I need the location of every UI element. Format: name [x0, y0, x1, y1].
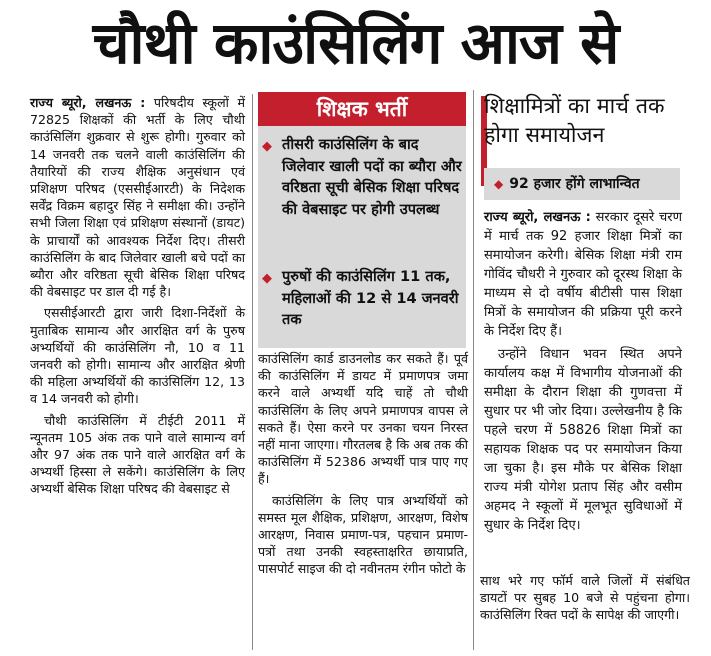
side-story-paragraph-1 [484, 208, 682, 341]
dateline: राज्य ब्यूरो, लखनऊ : [30, 95, 146, 110]
column-4 [480, 572, 690, 624]
diamond-bullet-icon: ◆ [494, 177, 504, 191]
highlight-bullet-2 [262, 266, 462, 331]
column-divider [473, 90, 474, 650]
column-1-paragraph-1 [30, 94, 245, 300]
column-divider [252, 94, 253, 650]
headline: चौथी काउंसिलिंग आज से [92, 9, 619, 77]
column-1-paragraph-3: चौथी काउंसिलिंग में टीईटी 2011 में न्यूनतम 105 अंक तक पाने वाले सामान्य वर्ग और 97 अंक तक पाने वाले आरक्षित वर्ग के अभ्यर्थी हिस्सा ले सकेंगे। काउंसिलिंग के लिए अभ्यर्थी बेसिक शिक्षा परिषद की वेबसाइट से [30, 412, 245, 497]
column-2 [258, 350, 468, 578]
side-story-highlight [484, 168, 680, 200]
side-story-text-1: सरकार दूसरे चरण में मार्च तक 92 हजार शिक्षा मित्रों का समायोजन करेगी। बेसिक शिक्षा मंत्री राम गोविंद चौधरी ने गुरुवार को दूरस्थ शिक्षा के माध्यम से दो वर्षीय बीटीसी पास शिक्षा मित्रों के समायोजन की प्रक्रिया पूरी करने के निर्देश दिए हैं। [484, 210, 682, 339]
highlight-bullet-2-text: पुरुषों की काउंसिलिंग 11 तक, महिलाओं की 12 से 14 जनवरी तक [282, 268, 459, 328]
column-1-paragraph-2: एससीईआरटी द्वारा जारी दिशा-निर्देशों के मुताबिक सामान्य और आरक्षित वर्ग के पुरुष अभ्यर्थियों की काउंसिलिंग नौ, 10 व 11 जनवरी को होगी। सामान्य और आरक्षित श्रेणी की महिला अभ्यर्थियों की काउंसिलिंग 12, 13 व 14 जनवरी को होगी। [30, 305, 245, 407]
side-story-highlight-text: 92 हजार होंगे लाभान्वित [509, 176, 640, 192]
highlight-bullet-1-text: तीसरी काउंसिलिंग के बाद जिलेवार खाली पदों का ब्यौरा और वरिष्ठता सूची बेसिक शिक्षा परिषद की वेबसाइट पर होगी उपलब्ध [282, 136, 462, 218]
side-story-body [484, 208, 682, 535]
column-1-text-1: परिषदीय स्कूलों में 72825 शिक्षकों की भर्ती के लिए चौथी काउंसिलिंग शुक्रवार से शुरू होगी। गुरुवार को 14 जनवरी तक चलने वाली काउंसिलिंग की तैयारियों की राज्य शैक्षिक अनुसंधान एवं प्रशिक्षण परिषद (एससीईआरटी) के निदेशक सर्वेंद्र विक्रम बहादुर सिंह ने समीक्षा की। उन्होंने सभी जिला शिक्षा एवं प्रशिक्षण संस्थानों (डायट) के प्राचार्यों को आवश्यक निर्देश दिए। तीसरी काउंसिलिंग के बाद जिलेवार खाली बचे पदों का ब्यौरा और वरिष्ठता सूची बेसिक शिक्षा परिषद की वेबसाइट पर डाल दी गई है। [30, 95, 245, 300]
column-2-paragraph-2: काउंसिलिंग के लिए पात्र अभ्यर्थियों को समस्त मूल शैक्षिक, प्रशिक्षण, आरक्षण, विशेष आरक्षण, निवास प्रमाण-पत्र, पहचान प्रमाण-पत्रों तथा उनकी स्वहस्ताक्षरित छायाप्रति, पासपोर्ट साइज की दो नवीनतम रंगीन फोटो के [258, 492, 468, 577]
column-4-paragraph-1: साथ भरे गए फॉर्म वाले जिलों में संबंधित डायटों पर सुबह 10 बजे से पहुंचना होगा। काउंसिलिंग रिक्त पदों के सापेक्ष की जाएगी। [480, 573, 690, 623]
column-1 [30, 94, 245, 498]
highlight-box-title: शिक्षक भर्ती [258, 92, 466, 126]
highlight-bullet-1 [262, 134, 462, 220]
diamond-bullet-icon: ◆ [262, 271, 272, 286]
diamond-bullet-icon: ◆ [262, 139, 272, 154]
column-2-paragraph-1: काउंसिलिंग कार्ड डाउनलोड कर सकते हैं। पूर्व की काउंसिलिंग में डायट में प्रमाणपत्र जमा करने वाले अभ्यर्थी यदि चाहें तो चौथी काउंसिलिंग के लिए अपने प्रमाणपत्र वापस ले सकते हैं। ऐसा करने पर उनका चयन निरस्त नहीं माना जाएगा। गौरतलब है कि अब तक की काउंसिलिंग में 52386 अभ्यर्थी पात्र पाए गए हैं। [258, 351, 468, 487]
side-story-title: शिक्षामित्रों का मार्च तक होगा समायोजन [484, 94, 665, 148]
side-story-dateline: राज्य ब्यूरो, लखनऊ : [484, 210, 591, 225]
side-story-paragraph-2: उन्होंने विधान भवन स्थित अपने कार्यालय कक्ष में विभागीय योजनाओं की समीक्षा के दौरान शिक्षा की गुणवत्ता में सुधार पर भी जोर दिया। उल्लेखनीय है कि पहले चरण में 58826 शिक्षा मित्रों का सहायक शिक्षक पद पर समायोजन किया जा चुका है। इस मौके पर बेसिक शिक्षा राज्य मंत्री योगेश प्रताप सिंह और वसीम अहमद ने स्कूलों में मूलभूत सुविधाओं में सुधार के निर्देश दिए। [484, 347, 682, 533]
